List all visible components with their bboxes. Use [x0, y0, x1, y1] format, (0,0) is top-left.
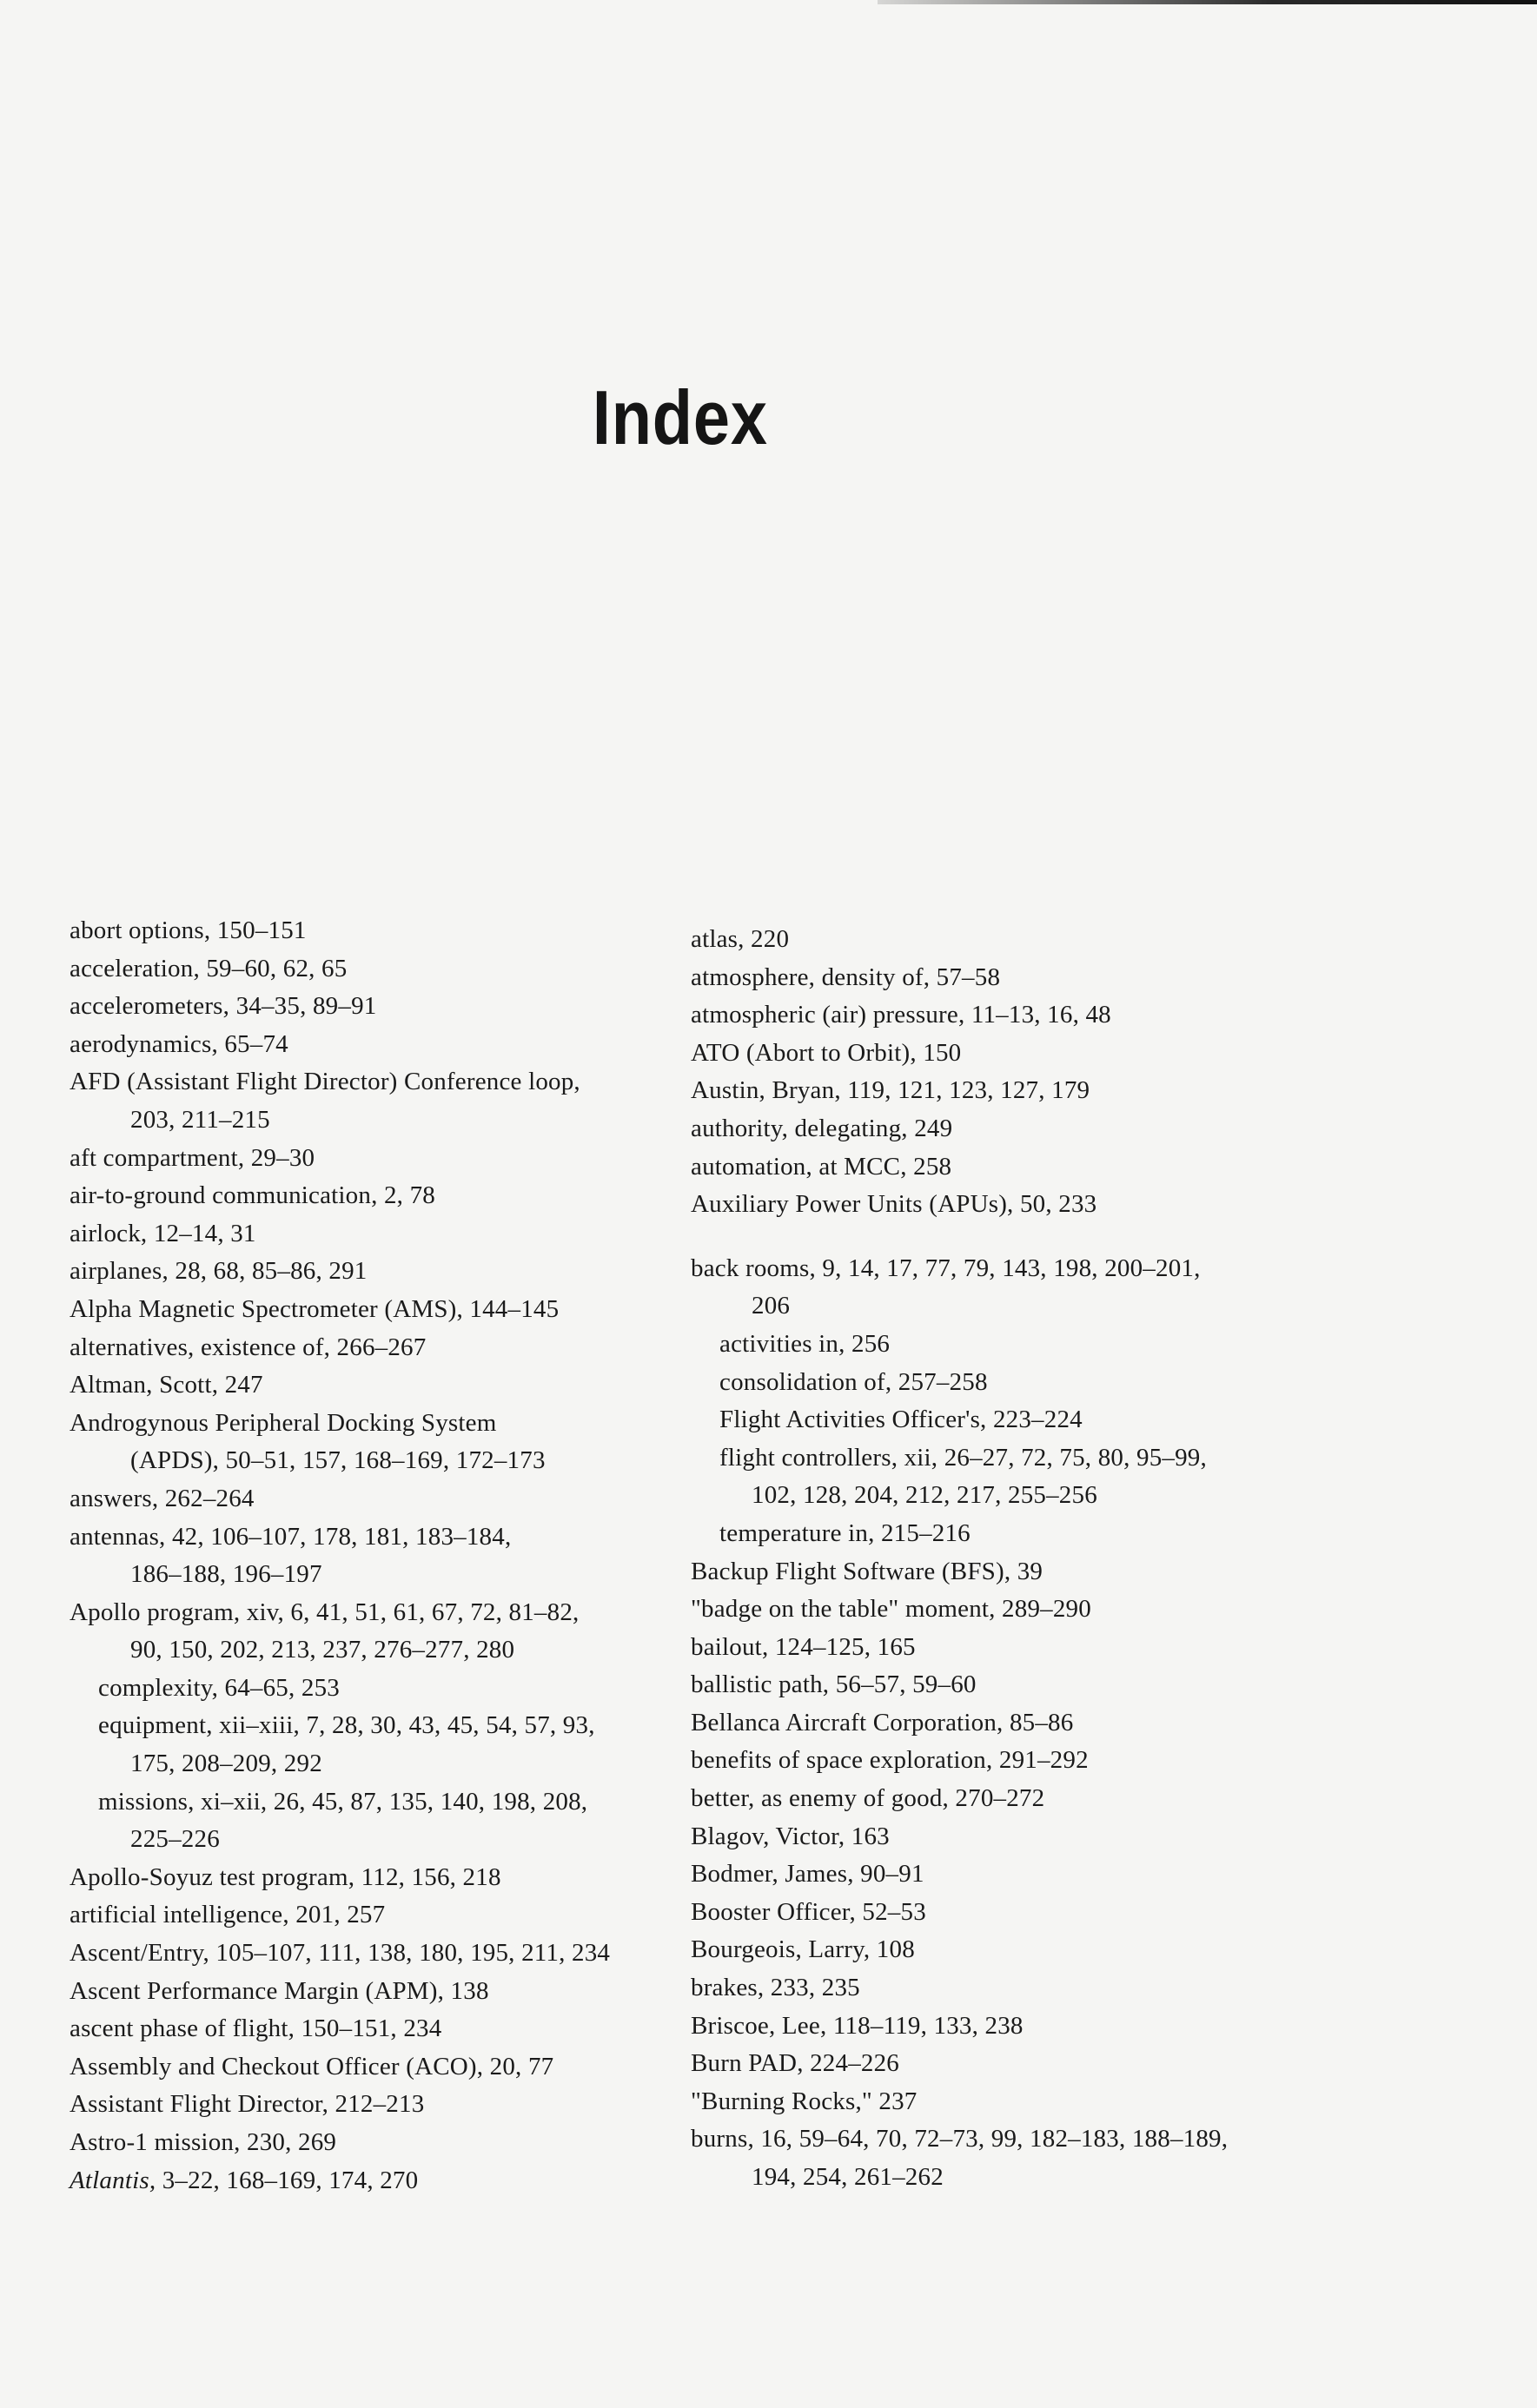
index-entry: answers, 262–264 — [70, 1484, 255, 1512]
index-entry: Bourgeois, Larry, 108 — [691, 1935, 915, 1964]
index-entry: bailout, 124–125, 165 — [691, 1632, 916, 1661]
index-entry: artificial intelligence, 201, 257 — [70, 1901, 386, 1929]
index-entry: Astro-1 mission, 230, 269 — [70, 2128, 337, 2156]
page-title: Index — [592, 374, 768, 460]
index-entry: Auxiliary Power Units (APUs), 50, 233 — [691, 1190, 1097, 1219]
index-subentry: activities in, 256 — [719, 1329, 891, 1358]
index-entry-continuation: 206 — [752, 1292, 791, 1320]
index-entry: Assistant Flight Director, 212–213 — [70, 2090, 425, 2119]
index-entry: Bodmer, James, 90–91 — [691, 1860, 924, 1889]
index-entry: atmospheric (air) pressure, 11–13, 16, 48 — [691, 1001, 1111, 1029]
index-entry: brakes, 233, 235 — [691, 1974, 860, 2002]
index-entry: Briscoe, Lee, 118–119, 133, 238 — [691, 2011, 1024, 2040]
index-entry-pages: 3–22, 168–169, 174, 270 — [162, 2166, 419, 2194]
index-entry: airlock, 12–14, 31 — [70, 1219, 256, 1247]
index-entry-continuation: 194, 254, 261–262 — [752, 2163, 944, 2191]
index-entry-continuation: 102, 128, 204, 212, 217, 255–256 — [752, 1481, 1097, 1510]
index-subentry: consolidation of, 257–258 — [719, 1367, 988, 1396]
index-entry-continuation: (APDS), 50–51, 157, 168–169, 172–173 — [130, 1446, 546, 1475]
index-entry: AFD (Assistant Flight Director) Conference loop, — [70, 1068, 580, 1096]
index-letter-gap — [691, 1224, 1316, 1250]
index-entry: Alpha Magnetic Spectrometer (AMS), 144–145 — [70, 1294, 560, 1323]
index-entry: Burn PAD, 224–226 — [691, 2049, 900, 2078]
index-entry: Androgynous Peripheral Docking System — [70, 1408, 497, 1437]
index-entry: "badge on the table" moment, 289–290 — [691, 1595, 1091, 1624]
index-entry: Ascent/Entry, 105–107, 111, 138, 180, 195, 211, 234 — [70, 1939, 611, 1968]
top-edge-rule — [878, 0, 1537, 4]
index-entry: accelerometers, 34–35, 89–91 — [70, 992, 377, 1021]
index-entry: ascent phase of flight, 150–151, 234 — [70, 2014, 442, 2043]
index-entry: Backup Flight Software (BFS), 39 — [691, 1557, 1043, 1585]
index-entry: Ascent Performance Margin (APM), 138 — [70, 1976, 489, 2005]
index-subentry: Flight Activities Officer's, 223–224 — [719, 1406, 1083, 1434]
index-entry: back rooms, 9, 14, 17, 77, 79, 143, 198, 200–201, — [691, 1254, 1201, 1282]
index-entry: Austin, Bryan, 119, 121, 123, 127, 179 — [691, 1076, 1090, 1105]
index-entry: Altman, Scott, 247 — [70, 1371, 263, 1399]
index-entry: ATO (Abort to Orbit), 150 — [691, 1038, 962, 1067]
index-entry: airplanes, 28, 68, 85–86, 291 — [70, 1257, 368, 1286]
index-entry: atmosphere, density of, 57–58 — [691, 963, 1001, 991]
index-entry: "Burning Rocks," 237 — [691, 2087, 918, 2115]
index-entry: air-to-ground communication, 2, 78 — [70, 1181, 435, 1210]
index-entry: Assembly and Checkout Officer (ACO), 20, 77 — [70, 2052, 554, 2081]
index-subentry: temperature in, 215–216 — [719, 1518, 971, 1547]
index-column-right — [691, 921, 1316, 2197]
index-subentry: missions, xi–xii, 26, 45, 87, 135, 140, 198, 208, — [98, 1787, 588, 1816]
index-entry: acceleration, 59–60, 62, 65 — [70, 954, 348, 982]
index-entry-continuation: 225–226 — [130, 1825, 220, 1854]
index-subentry: complexity, 64–65, 253 — [98, 1673, 340, 1702]
index-entry — [70, 2162, 695, 2200]
index-entry: burns, 16, 59–64, 70, 72–73, 99, 182–183, 188–189, — [691, 2125, 1229, 2153]
index-entry: abort options, 150–151 — [70, 916, 307, 944]
index-entry: Apollo program, xiv, 6, 41, 51, 61, 67, 72, 81–82, — [70, 1598, 580, 1626]
index-entry: Bellanca Aircraft Corporation, 85–86 — [691, 1708, 1074, 1737]
index-entry: better, as enemy of good, 270–272 — [691, 1784, 1045, 1813]
index-entry: automation, at MCC, 258 — [691, 1152, 952, 1181]
index-entry: Booster Officer, 52–53 — [691, 1897, 926, 1926]
index-entry: ballistic path, 56–57, 59–60 — [691, 1670, 977, 1699]
index-entry: atlas, 220 — [691, 925, 790, 953]
index-entry-continuation: 203, 211–215 — [130, 1105, 270, 1134]
index-entry: benefits of space exploration, 291–292 — [691, 1746, 1089, 1775]
index-entry: Apollo-Soyuz test program, 112, 156, 218 — [70, 1862, 501, 1891]
index-subentry: flight controllers, xii, 26–27, 72, 75, 80, 95–99, — [719, 1443, 1207, 1472]
index-entry: authority, delegating, 249 — [691, 1114, 953, 1142]
index-entry: aft compartment, 29–30 — [70, 1143, 315, 1172]
index-entry: Blagov, Victor, 163 — [691, 1822, 890, 1850]
index-entry: antennas, 42, 106–107, 178, 181, 183–184, — [70, 1522, 512, 1551]
index-entry-continuation: 175, 208–209, 292 — [130, 1750, 322, 1778]
index-column-left — [70, 912, 695, 2200]
index-subentry: equipment, xii–xiii, 7, 28, 30, 43, 45, 54, 57, 93, — [98, 1711, 595, 1740]
index-entry-continuation: 186–188, 196–197 — [130, 1560, 322, 1589]
index-entry-italic-term: Atlantis, — [70, 2166, 156, 2194]
index-entry: alternatives, existence of, 266–267 — [70, 1333, 427, 1361]
index-entry: aerodynamics, 65–74 — [70, 1029, 288, 1058]
index-entry-continuation: 90, 150, 202, 213, 237, 276–277, 280 — [130, 1636, 515, 1664]
